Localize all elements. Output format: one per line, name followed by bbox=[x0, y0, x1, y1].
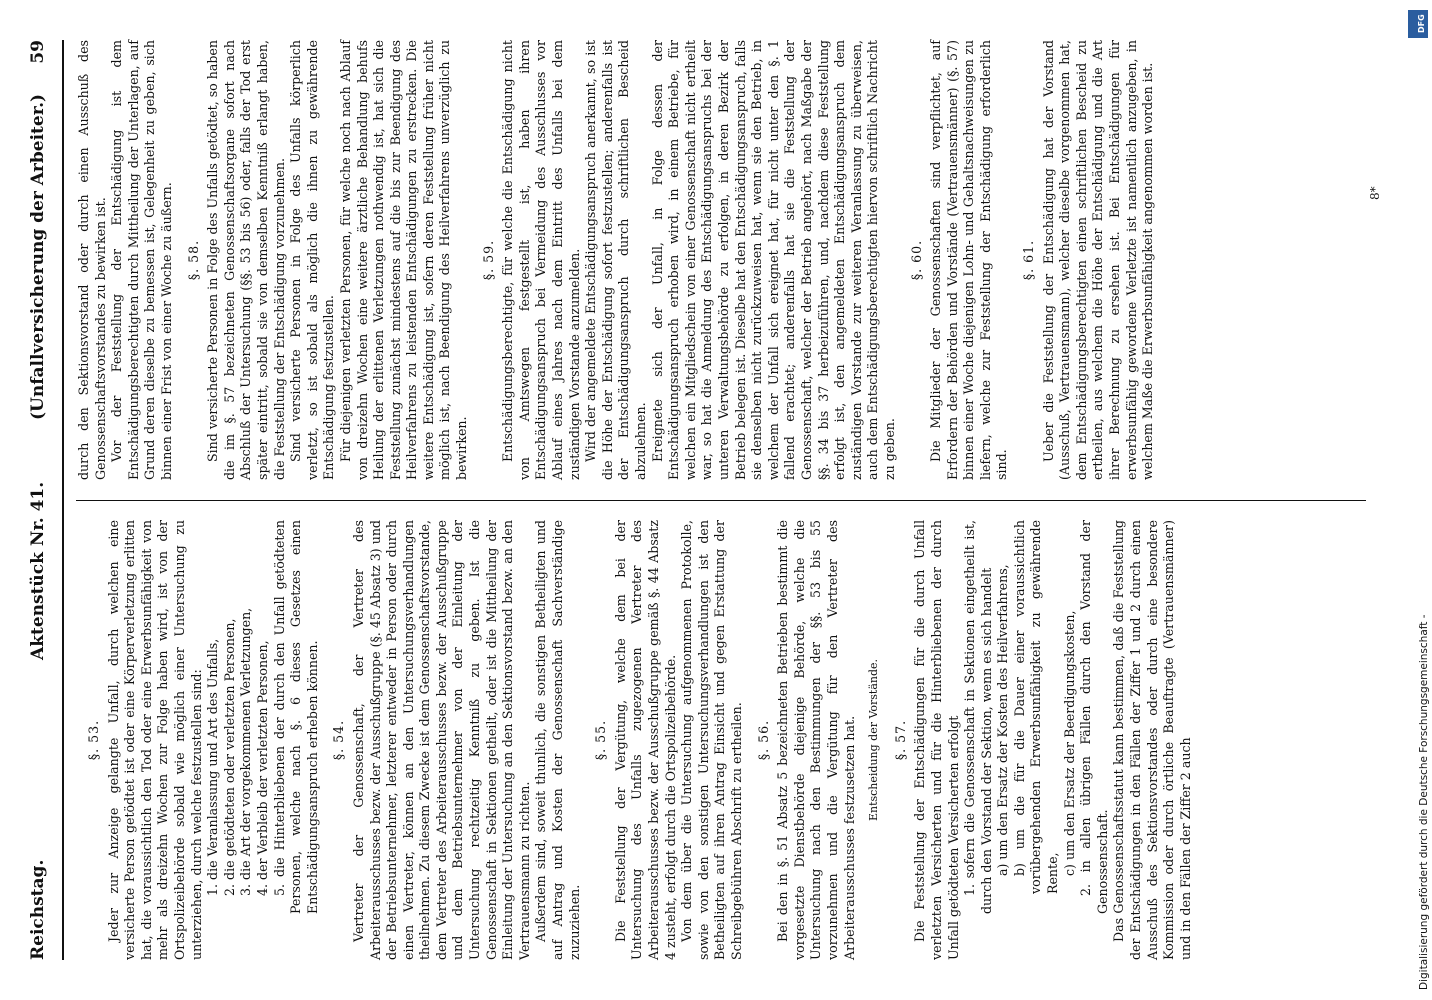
list-item: 2. die getödteten oder verletzten Personen, bbox=[221, 618, 237, 896]
list-item: a) um den Ersatz der Kosten des Heilverfahrens, bbox=[995, 564, 1011, 876]
header-title: (Unfallversicherung der Arbeiter.) bbox=[28, 93, 48, 420]
paragraph: Entschädigungsberechtigte, für welche die Entschädigung nicht von Amtswegen festgestellt ist, haben ihren Entschädigungsanspruch bei Vermeidung des Ausschlusses vor Ablauf eines Jahres nach dem Eintritt des Unfalls bei dem zuständigen Vorstande anzumelden. bbox=[500, 40, 582, 480]
paragraph: Die Mitglieder der Genossenschaften sind verpflichtet, auf Erfordern der Behörden und Vorstände (Vertrauensmänner) (§. 57) binnen einer Woche diejenigen Lohn- und Gehaltsnachweisungen zu liefern, welche zur Feststellung der Entschädigung erforderlich sind. bbox=[928, 40, 1010, 480]
list-item: c) um den Ersatz der Beerdigungskosten, bbox=[1061, 610, 1077, 876]
section-heading: §. 58. bbox=[185, 239, 201, 281]
section-heading: §. 53. bbox=[86, 719, 101, 761]
signature-mark: 8* bbox=[1368, 186, 1382, 200]
list-item: 4. der Verbleib der verletzten Personen, bbox=[254, 640, 270, 896]
paragraph: Sind versicherte Personen in Folge des Unfalls körperlich verletzt, so ist sobald als möglich die ihnen zu gewährende Entschädigung festzustellen. bbox=[288, 40, 337, 480]
paragraph: Außerdem sind, soweit thunlich, die sonstigen Betheiligten und auf Antrag und Kosten der Genossenschaft Sachverständige zuzuziehen. bbox=[533, 520, 582, 960]
paragraph: Für diejenigen verletzten Personen, für welche noch nach Ablauf von dreizehn Wochen eine weitere ärztliche Behandlung behufs Heilung der erlittenen Verletzungen nothwendig ist, hat sich die Feststellung zunächst mindestens auf die bis zur Beendigung des Heilverfahrens zu leistenden Entschädigungen zu erstrecken. Die weitere Entschädigung ist, sofern deren Feststellung früher nicht möglich ist, nach Beendigung des Heilverfahrens unverzüglich zu bewirken. bbox=[337, 40, 470, 480]
paragraph: Ueber die Feststellung der Entschädigung hat der Vorstand (Ausschuß, Vertrauensmann), welcher dieselbe vorgenommen hat, dem Entschädigungsberechtigten einen schriftlichen Bescheid zu ertheilen, aus welchem die Höhe der Entschädigung und die Art ihrer Berechnung zu ersehen ist. Bei Entschädigungen für erwerbsunfähig gewordene Verletzte ist namentlich anzugeben, in welchem Maße die Erwerbsunfähigkeit angenommen worden ist. bbox=[1040, 40, 1156, 480]
paragraph: Vor der Feststellung der Entschädigung ist dem Entschädigungsberechtigten durch Mittheilung der Unterlagen, auf Grund deren dieselbe zu bemessen ist, Gelegenheit zu geben, sich binnen einer Frist von einer Woche zu äußern. bbox=[109, 40, 174, 480]
page-header bbox=[28, 40, 60, 960]
paragraph: Vertreter der Genossenschaft, der Vertreter des Arbeiterausschusses bezw. der Ausschußgruppe (§. 45 Absatz 3) und der Betriebsunternehmer, letzterer entweder in Person oder durch einen Vertreter, können an den Untersuchungsverhandlungen theilnehmen. Zu diesem Zwecke ist dem Genossenschaftsvorstande, dem Vertreter des Arbeiterausschusses bezw. der Ausschußgruppe und dem Betriebsunternehmer von der Einleitung der Untersuchung rechtzeitig Kenntniß zu geben. Ist die Genossenschaft in Sektionen getheilt, oder ist die Mittheilung der Einleitung der Untersuchung an den Sektionsvorstand bezw. an den Vertrauensmann zu richten. bbox=[350, 520, 532, 960]
right-column bbox=[76, 40, 1157, 480]
column-divider bbox=[76, 500, 1366, 501]
section-heading: §. 56. bbox=[755, 719, 771, 761]
list-item: 1. sofern die Genossenschaft in Sektionen eingetheilt ist, durch den Vorstand der Sektion, wenn es sich handelt bbox=[962, 520, 994, 914]
paragraph: Von dem über die Untersuchung aufgenommenen Protokolle, sowie von den sonstigen Untersuchungsverhandlungen ist den Betheiligten auf ihren Antrag Einsicht und gegen Erstattung der Schreibgebühren Abschrift zu ertheilen. bbox=[679, 520, 744, 960]
subsection-title: Entscheidung der Vorstände. bbox=[867, 658, 881, 822]
paragraph: Wird der angemeldete Entschädigungsanspruch anerkannt, so ist die Höhe der Entschädigung sofort festzustellen; anderenfalls ist der Entschädigungsanspruch durch schriftlichen Bescheid abzulehnen. bbox=[583, 40, 648, 480]
paragraph: Die Feststellung der Entschädigungen für die durch Unfall verletzten Versicherten und für die Hinterbliebenen der durch Unfall getödteten Versicherten erfolgt bbox=[912, 520, 961, 960]
header-rule bbox=[62, 40, 64, 960]
section-heading: §. 59. bbox=[480, 239, 496, 281]
section-heading: §. 54. bbox=[331, 719, 347, 761]
paragraph: Die Feststellung der Vergütung, welche dem bei der Untersuchung des Unfalls zugezogenen Vertreter des Arbeiterausschusses bezw. der Ausschußgruppe gemäß §. 44 Absatz 4 zusteht, erfolgt durch die Ortspolizeibehörde. bbox=[612, 520, 678, 960]
list-item: 3. die Art der vorgekommenen Verletzungen, bbox=[238, 607, 254, 896]
dfg-logo-icon: DFG bbox=[1408, 10, 1428, 38]
list-item: 5. die Hinterbliebenen der durch den Unfall getödteten Personen, welche nach §. 6 dieses Gesetzes einen Entschädigungsanspruch erheben können. bbox=[271, 520, 320, 914]
list-item: 1. die Veranlassung und Art des Unfalls, bbox=[205, 638, 221, 896]
paragraph: Das Genossenschaftsstatut kann bestimmen, daß die Feststellung der Entschädigungen in den Fällen der Ziffer 1 und 2 durch einen Ausschuß des Sektionsvorstandes oder durch eine besondere Kommission oder durch örtliche Beauftragte (Vertrauensmänner) und in den Fällen der Ziffer 2 auch bbox=[1111, 520, 1193, 960]
section-heading: §. 61. bbox=[1021, 239, 1037, 281]
digitization-note: Digitalisierung gefördert durch die Deutsche Forschungsgemeinschaft - bbox=[1418, 614, 1430, 990]
page-number: 59 bbox=[28, 40, 48, 64]
paragraph: Bei den in §. 51 Absatz 5 bezeichneten Betrieben bestimmt die vorgesetzte Dienstbehörde diejenige Behörde, welche die Untersuchung nach den Bestimmungen der §§. 53 bis 55 vorzunehmen und die Vergütung für den Vertreter des Arbeiterausschusses festzusetzen hat. bbox=[775, 520, 857, 960]
header-reichstag: Reichstag. bbox=[28, 859, 48, 960]
list-item: b) um die für die Dauer einer voraussichtlich vorübergehenden Erwerbsunfähigkeit zu gewährende Rente, bbox=[1011, 520, 1061, 894]
section-heading: §. 55. bbox=[593, 719, 609, 761]
list-item: 2. in allen übrigen Fällen durch den Vorstand der Genossenschaft. bbox=[1078, 520, 1110, 914]
paragraph: durch den Sektionsvorstand oder durch einen Ausschuß des Genossenschaftsvorstandes zu bewirken ist. bbox=[76, 40, 108, 480]
section-heading: §. 57. bbox=[892, 719, 908, 761]
header-aktenstueck: Aktenstück Nr. 41. bbox=[28, 481, 48, 660]
paragraph: Ereignete sich der Unfall, in Folge dessen der Entschädigungsanspruch erhoben wird, in einem Betriebe, für welchen ein Mitgliedschein von einer Genossenschaft nicht ertheilt war, so hat die Anmeldung des Entschädigungsanspruchs bei der unteren Verwaltungsbehörde zu erfolgen, in deren Bezirk der Betrieb belegen ist. Dieselbe hat den Entschädigungsanspruch, falls sie denselben nicht zurückzuweisen hat, wenn sie den Betrieb, in welchem der Unfall sich ereignet hat, für nicht unter den §. 1 fallend erachtet; anderenfalls hat sie die Feststellung der Genossenschaft, welcher der Betrieb angehört, nach Maßgabe der §§. 34 bis 37 herbeizuführen, und, nachdem diese Feststellung erfolgt ist, den angemeldeten Entschädigungsanspruch dem zuständigen Vorstande zur weiteren Veranlassung zu überweisen, auch dem Entschädigungsberechtigten hiervon schriftlich Nachricht zu geben. bbox=[649, 40, 897, 480]
section-heading: §. 60. bbox=[908, 239, 924, 281]
paragraph: Sind versicherte Personen in Folge des Unfalls getödtet, so haben die im §. 57 bezeichneten Genossenschaftsorgane sofort nach Abschluß der Untersuchung (§§. 53 bis 56) oder, falls der Tod erst später eintritt, sobald sie von demselben Kenntniß erlangt haben, die Feststellung der Entschädigung vorzunehmen. bbox=[205, 40, 287, 480]
left-column bbox=[76, 520, 1194, 960]
paragraph: Jeder zur Anzeige gelangte Unfall, durch welchen eine versicherte Person getödtet ist oder eine Körperverletzung erlitten hat, die voraussichtlich den Tod oder eine Erwerbsunfähigkeit von mehr als dreizehn Wochen zur Folge haben wird, ist von der Ortspolizeibehörde sobald wie möglich einer Untersuchung zu unterziehen, durch welche festzustellen sind: bbox=[105, 520, 204, 960]
digitization-strip bbox=[1406, 10, 1430, 990]
